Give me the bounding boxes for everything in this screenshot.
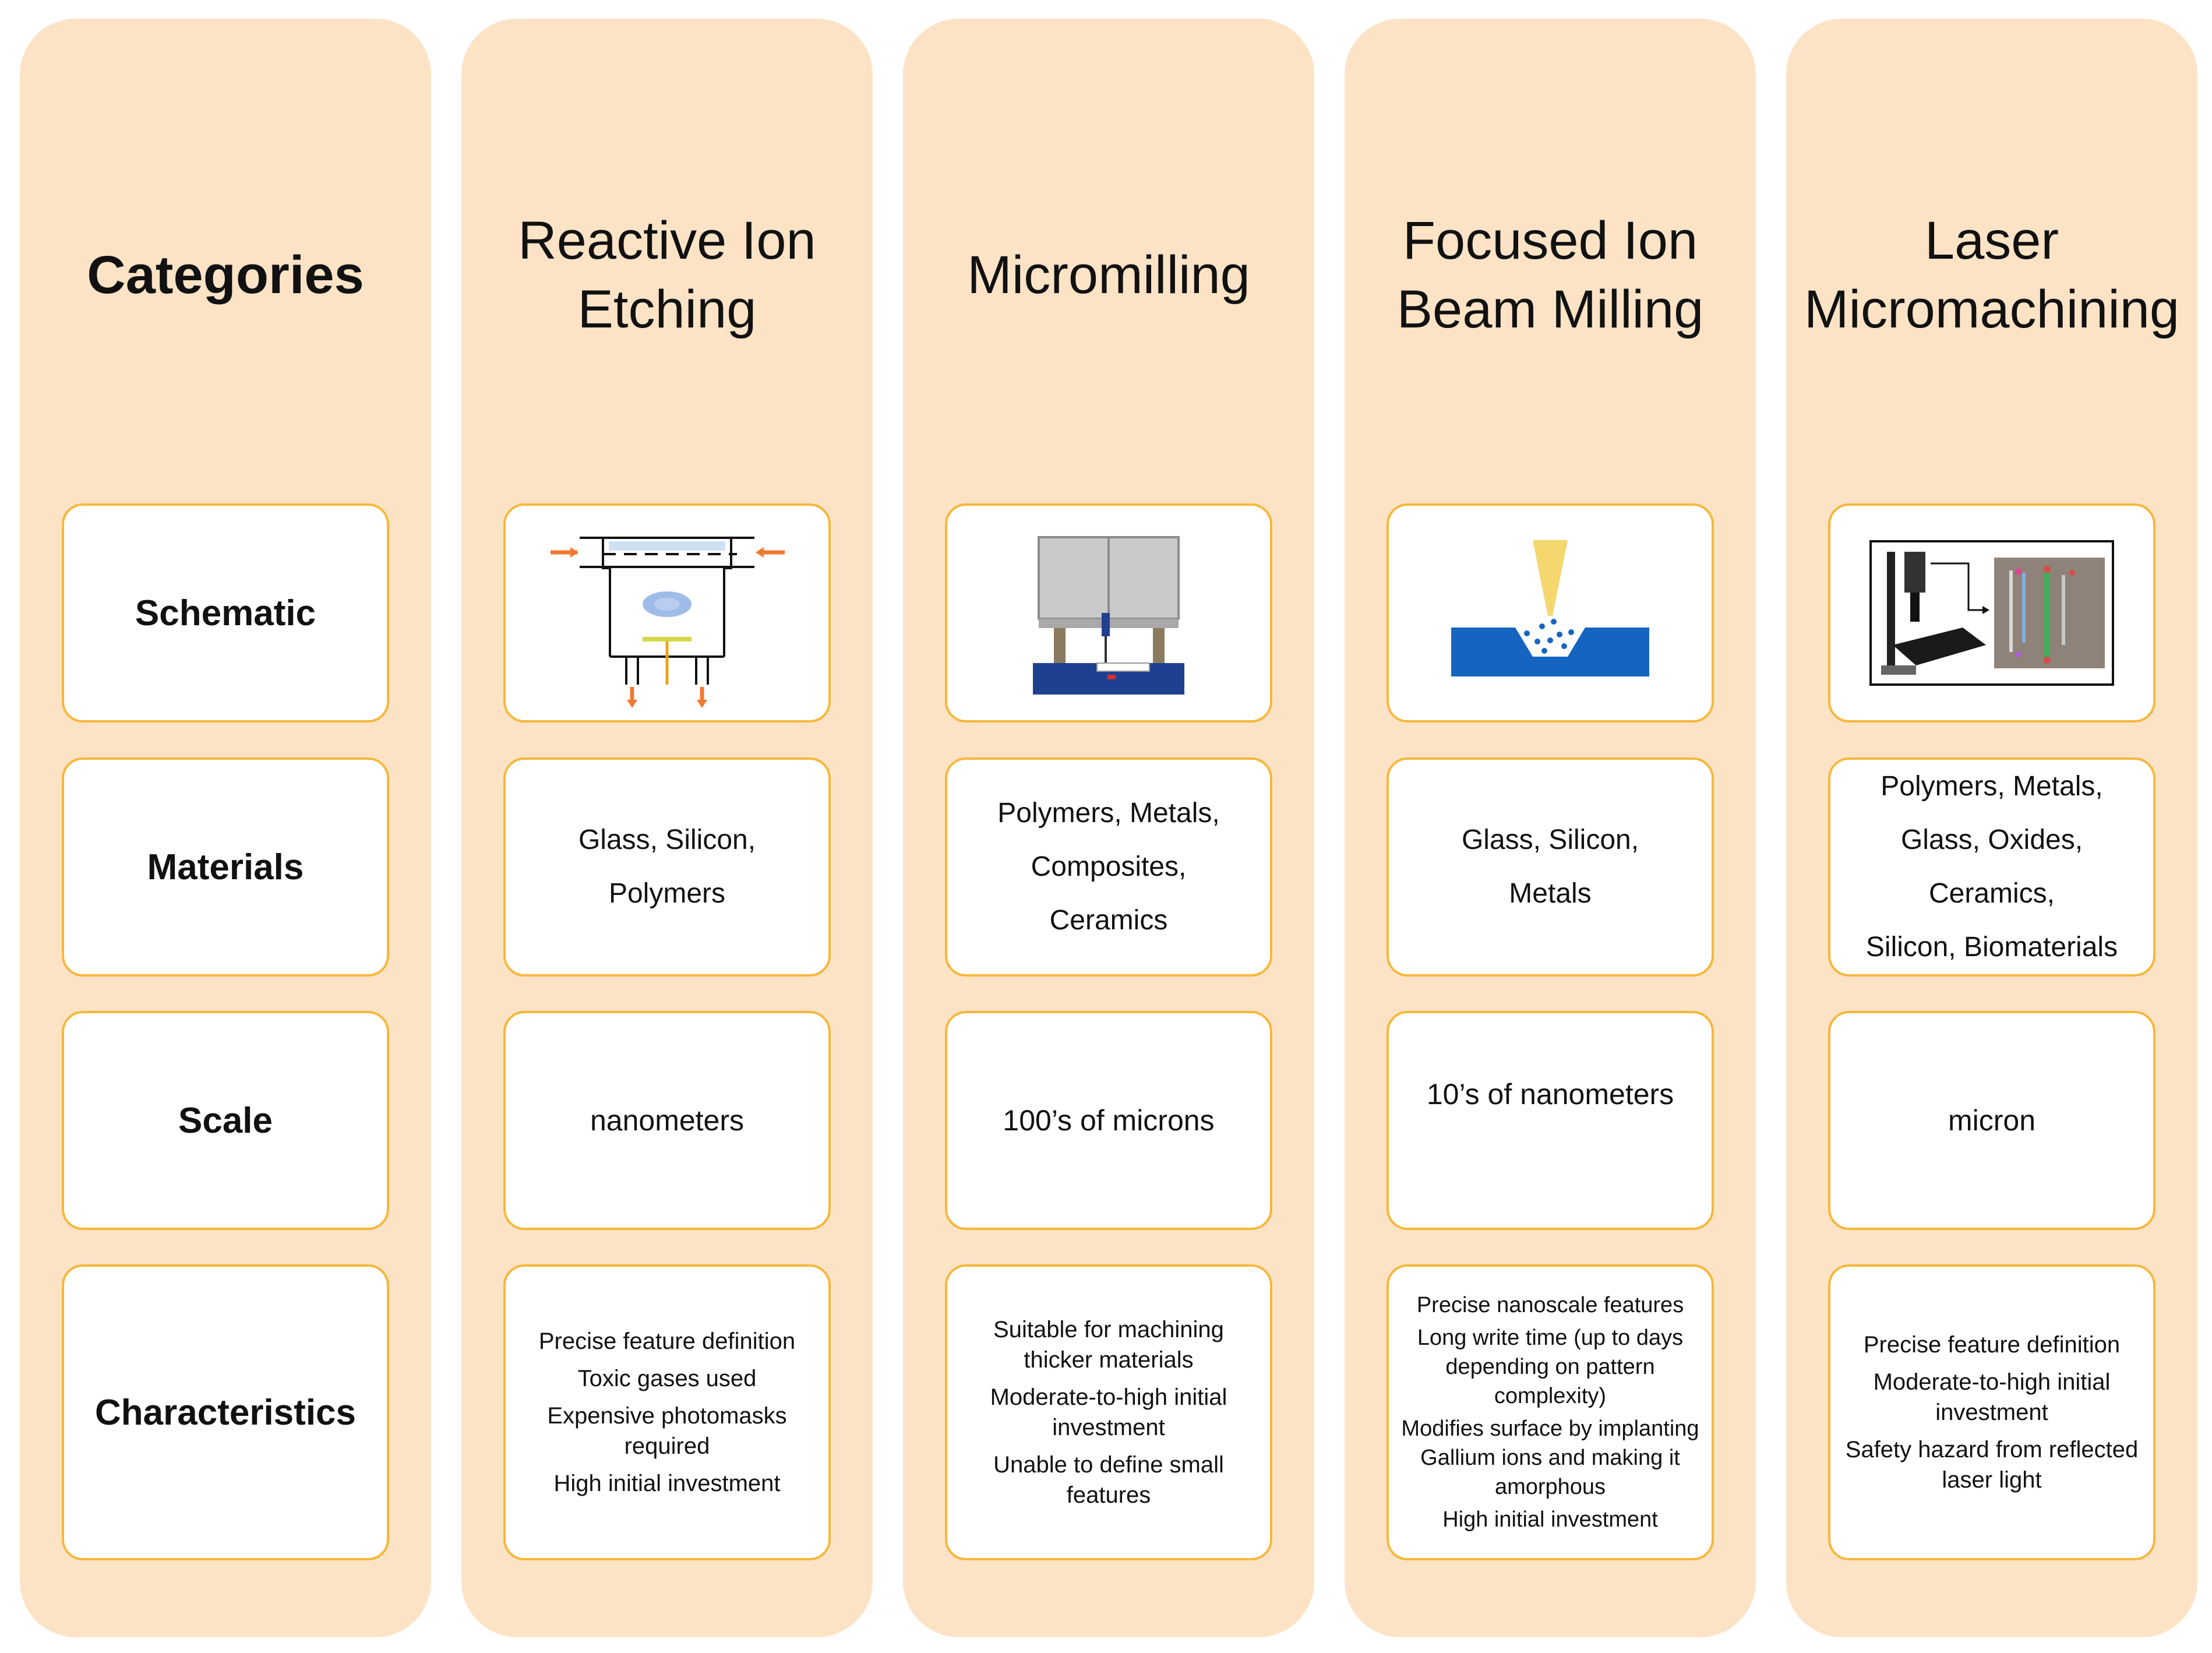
materials-cell-micromilling	[945, 757, 1272, 977]
characteristic-item: Suitable for machining thicker materials	[993, 1317, 1224, 1373]
characteristic-item: Moderate-to-high initial investment	[1873, 1369, 2111, 1425]
header-line: Categories	[87, 245, 364, 305]
characteristics-list	[947, 1307, 1270, 1517]
scale-text: 10’s of nanometers	[1426, 1078, 1674, 1111]
characteristic-item: Modifies surface by implanting Gallium ions and making it amorphous	[1401, 1416, 1699, 1499]
scale-cell-laser	[1828, 1011, 2155, 1230]
characteristic-item: Unable to define small features	[993, 1452, 1224, 1508]
characteristics-list	[1830, 1323, 2153, 1502]
characteristic-item: Safety hazard from reflected laser light	[1845, 1437, 2139, 1493]
materials-text	[986, 787, 1231, 947]
characteristics-cell-rie	[503, 1264, 831, 1560]
materials-text	[1450, 813, 1650, 921]
schematic-cell-rie	[503, 503, 831, 722]
header-line: Focused Ion	[1402, 211, 1698, 270]
header-line: Micromilling	[967, 245, 1250, 305]
header-line: Reactive Ion	[518, 211, 816, 270]
category-cell-scale	[62, 1011, 389, 1230]
scale-text: 100’s of microns	[1003, 1104, 1215, 1137]
characteristic-item: Moderate-to-high initial investment	[990, 1384, 1227, 1440]
column-header-laser-micromachining	[1786, 196, 2197, 354]
scale-cell-rie	[503, 1011, 831, 1230]
scale-text: micron	[1948, 1104, 2036, 1137]
characteristics-list	[506, 1319, 828, 1506]
materials-cell-laser	[1828, 757, 2155, 977]
materials-line: Polymers, Metals,	[1881, 771, 2103, 802]
scale-text: nanometers	[590, 1104, 745, 1137]
laser-micromachining-setup-icon	[1869, 540, 2114, 686]
micromilling-machine-icon	[1015, 526, 1202, 700]
categories-column	[20, 19, 431, 1637]
schematic-cell-micromilling	[945, 503, 1272, 722]
header-line: Micromachining	[1804, 280, 2180, 339]
scale-cell-micromilling	[945, 1011, 1272, 1230]
category-label-characteristics: Characteristics	[94, 1392, 357, 1433]
category-cell-characteristics	[62, 1264, 389, 1560]
column-header-reactive-ion-etching	[461, 196, 873, 354]
materials-line: Metals	[1509, 878, 1592, 909]
materials-text	[1830, 760, 2153, 974]
column-header-focused-ion-beam	[1345, 196, 1756, 354]
materials-line: Silicon, Biomaterials	[1865, 932, 2118, 963]
column-header-micromilling	[903, 196, 1314, 354]
focused-ion-beam-column	[1345, 19, 1756, 1637]
materials-cell-rie	[503, 757, 831, 977]
characteristic-item: High initial investment	[1442, 1507, 1658, 1532]
materials-line: Glass, Silicon,	[578, 824, 756, 855]
materials-cell-fib	[1387, 757, 1714, 977]
laser-micromachining-column	[1786, 19, 2197, 1637]
materials-line: Polymers, Metals,	[997, 798, 1220, 829]
characteristic-item: Precise feature definition	[538, 1328, 796, 1354]
materials-line: Glass, Oxides, Ceramics,	[1900, 824, 2083, 909]
schematic-cell-laser	[1828, 503, 2155, 722]
header-line: Etching	[577, 280, 757, 339]
characteristics-cell-fib	[1387, 1264, 1714, 1560]
materials-line: Composites,	[1031, 851, 1187, 882]
materials-text	[567, 813, 767, 921]
materials-line: Polymers	[608, 878, 726, 909]
focused-ion-beam-icon	[1440, 534, 1661, 692]
characteristic-item: Long write time (up to days depending on pattern complexity)	[1417, 1326, 1684, 1408]
category-cell-schematic	[62, 503, 389, 722]
characteristics-cell-micromilling	[945, 1264, 1272, 1560]
characteristic-item: High initial investment	[553, 1471, 781, 1496]
characteristic-item: Expensive photomasks required	[547, 1403, 787, 1459]
materials-line: Glass, Silicon,	[1461, 824, 1639, 855]
characteristic-item: Precise nanoscale features	[1416, 1293, 1684, 1317]
schematic-cell-fib	[1387, 503, 1714, 722]
category-label-materials: Materials	[147, 847, 304, 887]
category-label-scale: Scale	[178, 1100, 273, 1141]
category-label-schematic: Schematic	[135, 593, 316, 633]
characteristics-cell-laser	[1828, 1264, 2155, 1560]
scale-cell-fib	[1387, 1011, 1714, 1230]
materials-line: Ceramics	[1049, 905, 1168, 936]
reactive-ion-etching-chamber-icon	[545, 517, 789, 709]
reactive-ion-etching-column	[461, 19, 873, 1637]
column-header-categories	[20, 196, 431, 354]
header-line: Beam Milling	[1396, 280, 1704, 339]
category-cell-materials	[62, 757, 389, 977]
characteristic-item: Precise feature definition	[1863, 1332, 2121, 1358]
characteristic-item: Toxic gases used	[577, 1366, 757, 1391]
characteristics-list	[1389, 1287, 1712, 1538]
header-line: Laser	[1924, 211, 2059, 270]
micromilling-column	[903, 19, 1314, 1637]
